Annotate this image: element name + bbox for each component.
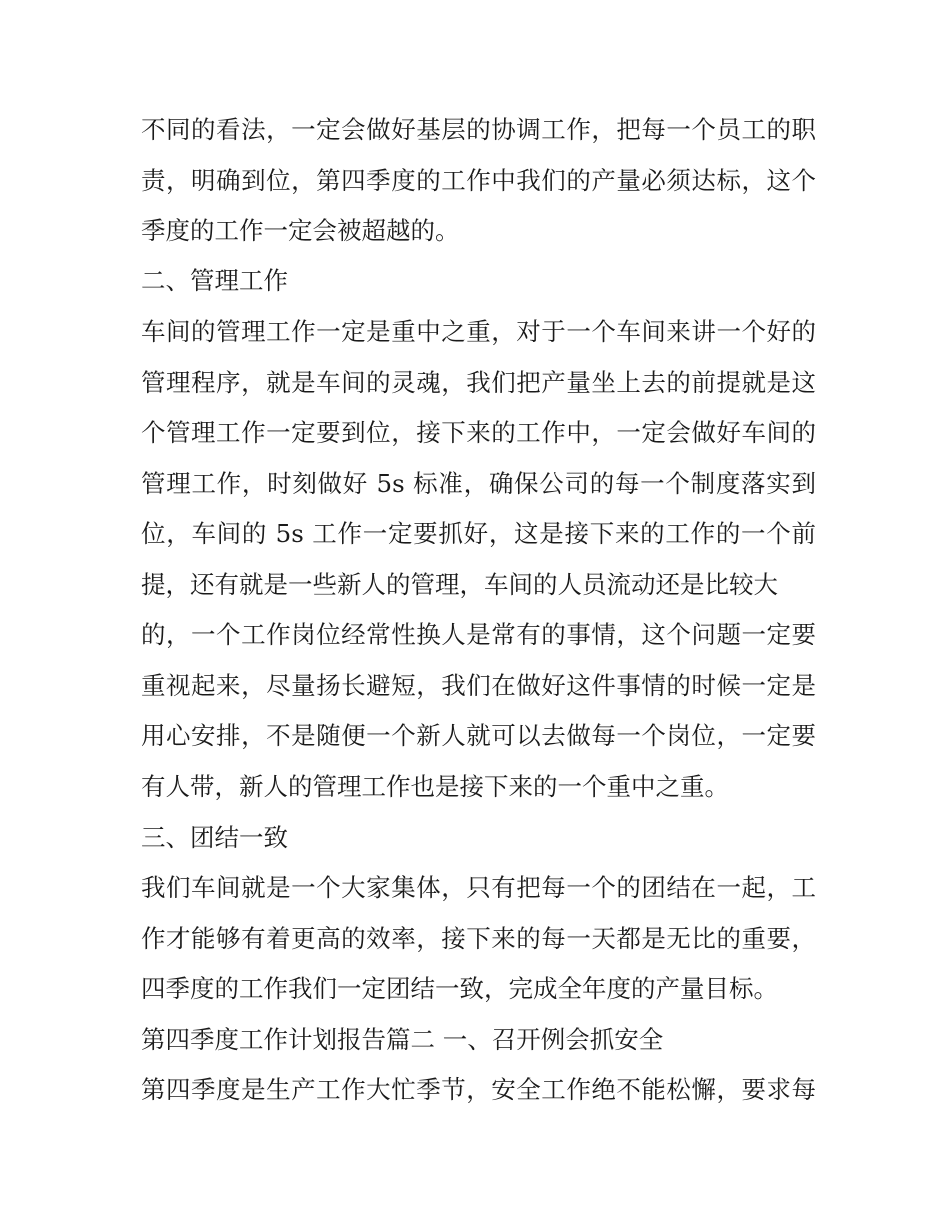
paragraph-line: 位，车间的 5s 工作一定要抓好，这是接下来的工作的一个前: [141, 519, 816, 548]
paragraph-line: 我们车间就是一个大家集体，只有把每一个的团结在一起，工: [141, 873, 816, 902]
paragraph-line: 有人带，新人的管理工作也是接下来的一个重中之重。: [141, 772, 729, 801]
paragraph-line: 季度的工作一定会被超越的。: [141, 216, 460, 245]
paragraph-line: 用心安排，不是随便一个新人就可以去做每一个岗位，一定要: [141, 721, 816, 750]
paragraph-line: 的，一个工作岗位经常性换人是常有的事情，这个问题一定要: [141, 620, 816, 649]
paragraph-line: 个管理工作一定要到位，接下来的工作中，一定会做好车间的: [141, 418, 816, 447]
paragraph-line: 重视起来，尽量扬长避短，我们在做好这件事情的时候一定是: [141, 671, 816, 700]
paragraph-line: 管理工作，时刻做好 5s 标准，确保公司的每一个制度落实到: [141, 469, 816, 498]
paragraph-line: 不同的看法，一定会做好基层的协调工作，把每一个员工的职: [141, 115, 816, 144]
paragraph-line: 提，还有就是一些新人的管理，车间的人员流动还是比较大: [141, 570, 778, 599]
paragraph-line: 管理程序，就是车间的灵魂，我们把产量坐上去的前提就是这: [141, 368, 816, 397]
paragraph-line: 责，明确到位，第四季度的工作中我们的产量必须达标，这个: [141, 166, 816, 195]
section-heading: 第四季度工作计划报告篇二 一、召开例会抓安全: [141, 1025, 664, 1054]
paragraph-line: 车间的管理工作一定是重中之重，对于一个车间来讲一个好的: [141, 317, 816, 346]
paragraph-line: 四季度的工作我们一定团结一致，完成全年度的产量目标。: [141, 974, 778, 1003]
paragraph-line: 作才能够有着更高的效率，接下来的每一天都是无比的重要，: [141, 924, 816, 953]
section-heading: 三、团结一致: [141, 823, 288, 852]
section-heading: 二、管理工作: [141, 266, 288, 295]
paragraph-line: 第四季度是生产工作大忙季节，安全工作绝不能松懈，要求每: [141, 1075, 816, 1104]
